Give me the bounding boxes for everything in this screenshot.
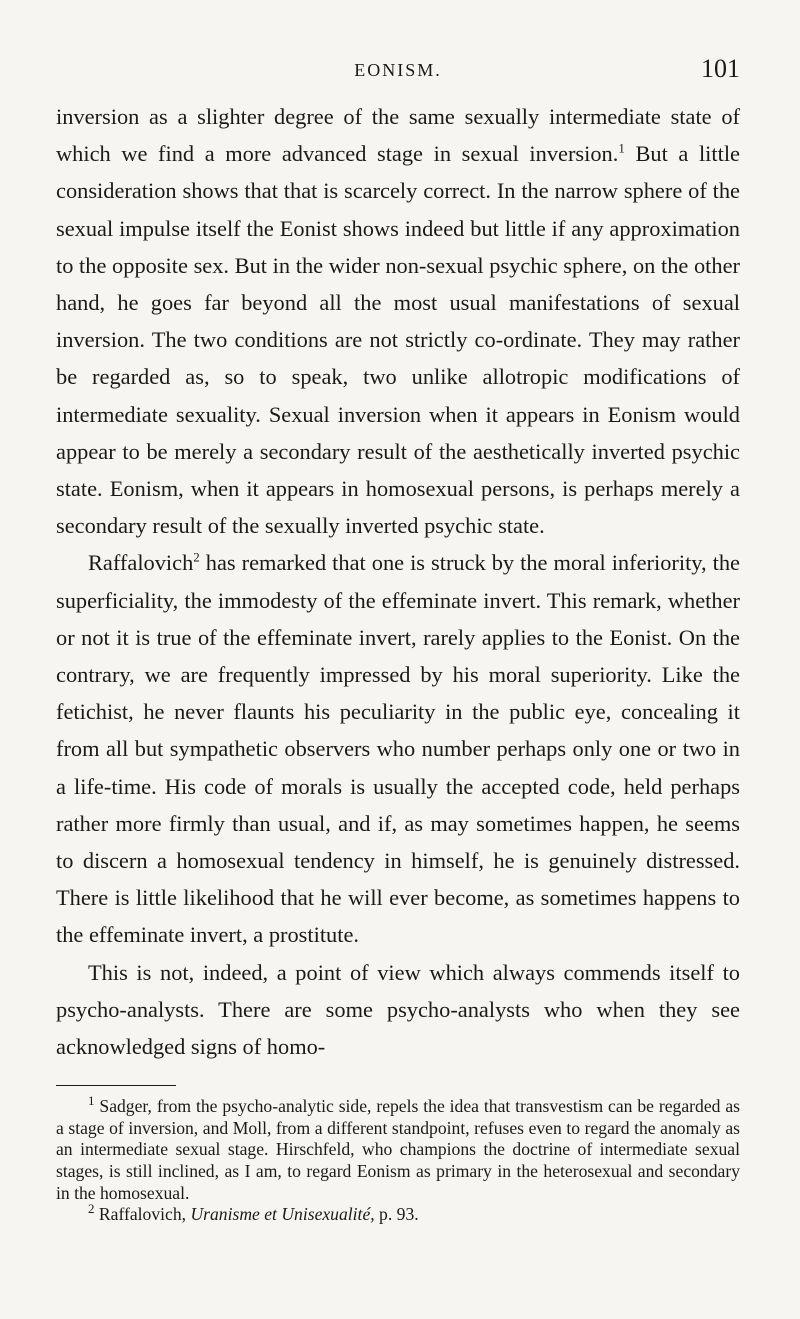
- footnote-text: p. 93.: [374, 1204, 419, 1225]
- footnote-mark: 2: [88, 1201, 95, 1217]
- paragraph-text: inversion as a slighter degree of the same sexually intermediate state of which we find a more advanced stage in sexual inversion.: [56, 104, 740, 167]
- page-number: 101: [701, 54, 740, 83]
- cited-title: Uranisme et Unisexualité,: [190, 1204, 375, 1225]
- paragraph: [56, 98, 740, 544]
- paragraph-text: has remarked that one is struck by the moral inferiority, the superficiality, the immodesty of the effeminate invert. This remark, whether or not it is true of the effeminate invert, rarely applies to the Eonist. On the contrary, we are frequently impressed by his moral superiority. Like the fetichist, he never flaunts his peculiarity in the public eye, concealing it from all but sympathetic observers who number perhaps only one or two in a life-time. His code of morals is usually the accepted code, held perhaps rather more firmly than usual, and if, as may sometimes happen, he seems to discern a homosexual tendency in himself, he is genuinely distressed. There is little likelihood that he will ever become, as sometimes happens to the effeminate invert, a prostitute.: [56, 550, 740, 948]
- running-head-title: EONISM.: [354, 60, 442, 80]
- paragraph-text: Raffalovich: [88, 550, 194, 576]
- paragraph: This is not, indeed, a point of view which always commends itself to psycho-analysts. There are some psycho-analysts who when they see acknowledged signs of homo-: [56, 959, 740, 1060]
- footnotes: [56, 1093, 740, 1226]
- running-head: [56, 56, 740, 92]
- footnote-mark: 1: [88, 1093, 95, 1109]
- footnote: [56, 1201, 740, 1226]
- paragraph-text: But a little consideration shows that that is scarcely correct. In the narrow sphere of the sexual impulse itself the Eonist shows indeed but little if any approximation to the opposite sex. But in the wider non-sexual psychic sphere, on the other hand, he goes far beyond all the most usual manifestations of sexual inversion. The two conditions are not strictly co-ordinate. They may rather be regarded as, so to speak, two unlike allotropic modifications of intermediate sexuality. Sexual inversion when it appears in Eonism would appear to be merely a secondary result of the aesthetically inverted psychic state. Eonism, when it appears in homosexual persons, is perhaps merely a secondary result of the sexually inverted psychic state.: [56, 141, 740, 539]
- footnote-text: Sadger, from the psycho-analytic side, repels the idea that transvestism can be regarded as a stage of inversion, and Moll, from a different standpoint, refuses even to regard the anomaly as an intermediate sexual stage. Hirschfeld, who champions the doctrine of intermediate sexual stages, is still inclined, as I am, to regard Eonism as primary in the heterosexual and secondary in the homosexual.: [56, 1096, 740, 1203]
- footnote-reference: 1: [618, 140, 625, 156]
- body-text: [56, 98, 740, 1065]
- footnote-text: Raffalovich,: [94, 1204, 191, 1225]
- footnote: [56, 1093, 740, 1204]
- footnote-reference: 2: [193, 549, 200, 565]
- footnote-divider: [56, 1085, 176, 1086]
- book-page: [56, 56, 740, 1226]
- paragraph: [56, 544, 740, 953]
